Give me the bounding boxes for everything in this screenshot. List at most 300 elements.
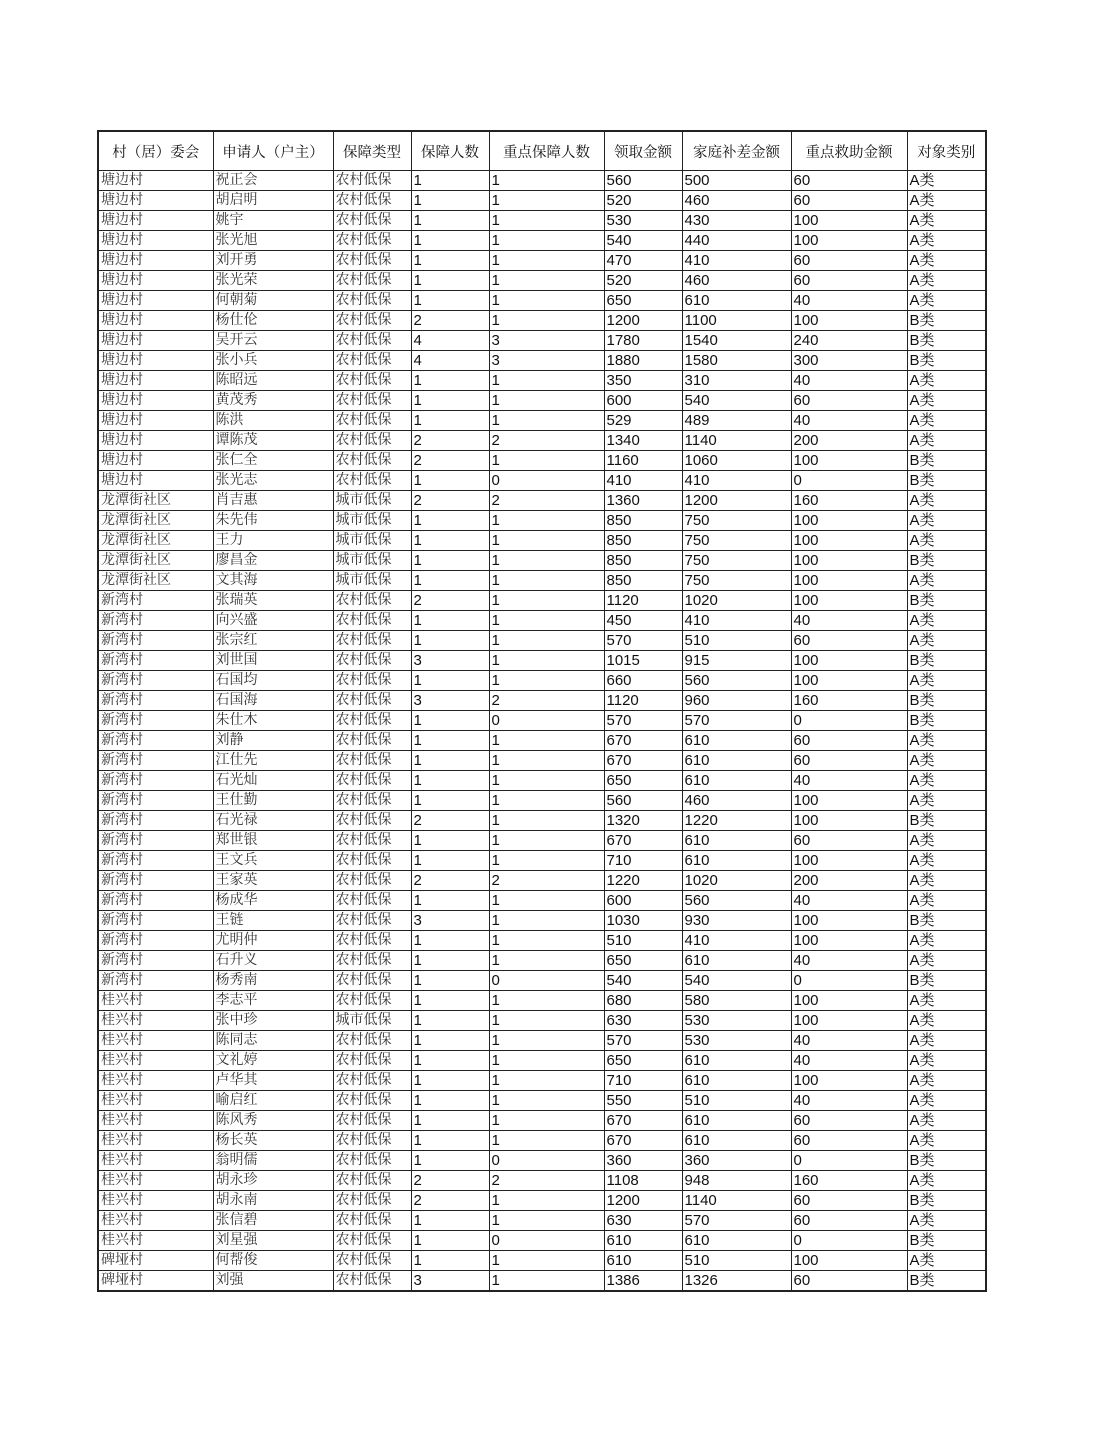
table-row [98,571,986,591]
table-row [98,351,986,371]
cell-category: A类 [907,951,986,971]
cell-family-subsidy: 560 [682,891,791,911]
cell-category: A类 [907,191,986,211]
cell-category: A类 [907,231,986,251]
cell-amount: 350 [604,371,682,391]
cell-village: 塘边村 [98,231,213,251]
cell-type: 农村低保 [333,371,411,391]
cell-family-subsidy: 570 [682,1211,791,1231]
cell-village: 塘边村 [98,351,213,371]
cell-applicant: 杨成华 [213,891,333,911]
table-row [98,391,986,411]
table-row [98,691,986,711]
cell-people: 1 [411,1251,489,1271]
cell-key-aid: 60 [791,1131,907,1151]
cell-key-people: 1 [489,931,604,951]
cell-type: 农村低保 [333,471,411,491]
cell-type: 农村低保 [333,331,411,351]
cell-family-subsidy: 430 [682,211,791,231]
cell-people: 1 [411,271,489,291]
cell-key-aid: 60 [791,1271,907,1292]
cell-key-aid: 100 [791,811,907,831]
table-row [98,591,986,611]
cell-amount: 520 [604,271,682,291]
cell-family-subsidy: 1326 [682,1271,791,1292]
cell-key-people: 3 [489,331,604,351]
cell-applicant: 陈风秀 [213,1111,333,1131]
cell-key-aid: 40 [791,951,907,971]
cell-key-aid: 60 [791,271,907,291]
cell-key-aid: 40 [791,1031,907,1051]
cell-type: 农村低保 [333,611,411,631]
cell-amount: 1200 [604,1191,682,1211]
cell-key-aid: 100 [791,531,907,551]
cell-applicant: 石国均 [213,671,333,691]
cell-applicant: 江仕先 [213,751,333,771]
cell-people: 1 [411,931,489,951]
cell-people: 1 [411,851,489,871]
cell-applicant: 王链 [213,911,333,931]
cell-category: A类 [907,371,986,391]
cell-type: 农村低保 [333,811,411,831]
cell-village: 新湾村 [98,771,213,791]
cell-village: 塘边村 [98,191,213,211]
cell-key-people: 1 [489,291,604,311]
cell-key-people: 1 [489,791,604,811]
cell-people: 1 [411,411,489,431]
cell-key-aid: 100 [791,1071,907,1091]
cell-amount: 1108 [604,1171,682,1191]
cell-people: 3 [411,651,489,671]
cell-key-people: 1 [489,631,604,651]
cell-key-aid: 100 [791,931,907,951]
cell-people: 1 [411,1131,489,1151]
cell-people: 3 [411,691,489,711]
cell-category: B类 [907,1271,986,1292]
cell-type: 农村低保 [333,1091,411,1111]
cell-key-people: 2 [489,431,604,451]
cell-amount: 570 [604,1031,682,1051]
header-row [98,131,986,171]
cell-family-subsidy: 610 [682,731,791,751]
cell-category: A类 [907,1011,986,1031]
cell-family-subsidy: 610 [682,831,791,851]
cell-village: 桂兴村 [98,1231,213,1251]
cell-key-aid: 40 [791,411,907,431]
cell-type: 农村低保 [333,1111,411,1131]
cell-village: 塘边村 [98,331,213,351]
cell-type: 农村低保 [333,1131,411,1151]
cell-amount: 660 [604,671,682,691]
cell-family-subsidy: 410 [682,471,791,491]
cell-key-people: 1 [489,831,604,851]
cell-amount: 570 [604,711,682,731]
cell-key-people: 1 [489,1011,604,1031]
cell-amount: 670 [604,731,682,751]
cell-amount: 510 [604,931,682,951]
cell-type: 农村低保 [333,591,411,611]
table-row [98,551,986,571]
cell-amount: 670 [604,831,682,851]
cell-family-subsidy: 1580 [682,351,791,371]
table-row [98,291,986,311]
cell-village: 桂兴村 [98,1171,213,1191]
cell-applicant: 石升义 [213,951,333,971]
cell-family-subsidy: 410 [682,611,791,631]
table-row [98,1191,986,1211]
cell-family-subsidy: 1020 [682,871,791,891]
cell-key-people: 1 [489,811,604,831]
cell-village: 塘边村 [98,211,213,231]
cell-family-subsidy: 1140 [682,1191,791,1211]
cell-category: A类 [907,251,986,271]
cell-village: 新湾村 [98,731,213,751]
cell-key-people: 1 [489,451,604,471]
cell-village: 新湾村 [98,831,213,851]
cell-key-people: 2 [489,1171,604,1191]
cell-village: 新湾村 [98,711,213,731]
cell-key-aid: 60 [791,391,907,411]
cell-key-people: 2 [489,691,604,711]
cell-category: A类 [907,431,986,451]
table-row [98,1091,986,1111]
cell-amount: 670 [604,751,682,771]
cell-people: 2 [411,311,489,331]
cell-amount: 850 [604,511,682,531]
cell-category: A类 [907,631,986,651]
cell-key-people: 1 [489,311,604,331]
cell-amount: 1120 [604,591,682,611]
table-row [98,331,986,351]
cell-type: 农村低保 [333,731,411,751]
cell-village: 龙潭街社区 [98,511,213,531]
cell-key-people: 1 [489,611,604,631]
cell-applicant: 张光旭 [213,231,333,251]
table-row [98,1131,986,1151]
cell-people: 1 [411,891,489,911]
cell-family-subsidy: 610 [682,851,791,871]
cell-amount: 1160 [604,451,682,471]
cell-key-people: 1 [489,511,604,531]
cell-people: 1 [411,551,489,571]
header-amount: 领取金额 [604,131,682,171]
cell-type: 城市低保 [333,531,411,551]
cell-people: 2 [411,491,489,511]
table-row [98,371,986,391]
cell-family-subsidy: 560 [682,671,791,691]
cell-village: 新湾村 [98,671,213,691]
cell-key-aid: 100 [791,791,907,811]
cell-category: B类 [907,1231,986,1251]
cell-applicant: 向兴盛 [213,611,333,631]
cell-amount: 610 [604,1251,682,1271]
header-category: 对象类别 [907,131,986,171]
cell-village: 新湾村 [98,791,213,811]
cell-amount: 360 [604,1151,682,1171]
cell-key-people: 1 [489,991,604,1011]
cell-key-people: 2 [489,871,604,891]
cell-people: 1 [411,251,489,271]
cell-applicant: 陈昭远 [213,371,333,391]
cell-village: 新湾村 [98,631,213,651]
cell-people: 1 [411,1151,489,1171]
table-row [98,671,986,691]
cell-family-subsidy: 540 [682,391,791,411]
cell-applicant: 文礼婷 [213,1051,333,1071]
cell-family-subsidy: 530 [682,1011,791,1031]
cell-applicant: 杨仕伦 [213,311,333,331]
cell-family-subsidy: 1540 [682,331,791,351]
cell-village: 新湾村 [98,951,213,971]
table-row [98,531,986,551]
cell-category: A类 [907,791,986,811]
cell-people: 1 [411,1231,489,1251]
table-row [98,1011,986,1031]
cell-amount: 630 [604,1011,682,1031]
cell-family-subsidy: 500 [682,171,791,191]
table-row [98,511,986,531]
cell-people: 1 [411,671,489,691]
cell-village: 新湾村 [98,591,213,611]
cell-category: A类 [907,511,986,531]
cell-family-subsidy: 1220 [682,811,791,831]
cell-applicant: 文其海 [213,571,333,591]
cell-key-people: 1 [489,651,604,671]
cell-applicant: 何帮俊 [213,1251,333,1271]
cell-key-aid: 0 [791,711,907,731]
cell-type: 农村低保 [333,451,411,471]
cell-applicant: 卢华其 [213,1071,333,1091]
cell-family-subsidy: 460 [682,271,791,291]
cell-key-people: 1 [489,751,604,771]
table-row [98,1231,986,1251]
cell-applicant: 石光灿 [213,771,333,791]
cell-amount: 540 [604,971,682,991]
cell-family-subsidy: 610 [682,1111,791,1131]
cell-category: A类 [907,531,986,551]
table-row [98,251,986,271]
cell-category: A类 [907,1031,986,1051]
cell-type: 农村低保 [333,1271,411,1292]
cell-key-aid: 160 [791,491,907,511]
cell-key-aid: 100 [791,911,907,931]
cell-key-people: 1 [489,271,604,291]
cell-type: 农村低保 [333,771,411,791]
cell-category: A类 [907,831,986,851]
cell-type: 农村低保 [333,1251,411,1271]
cell-category: A类 [907,931,986,951]
cell-people: 1 [411,231,489,251]
cell-type: 农村低保 [333,711,411,731]
cell-key-aid: 60 [791,1211,907,1231]
cell-village: 塘边村 [98,171,213,191]
cell-family-subsidy: 948 [682,1171,791,1191]
cell-village: 新湾村 [98,651,213,671]
cell-village: 龙潭街社区 [98,571,213,591]
cell-key-aid: 0 [791,1231,907,1251]
cell-family-subsidy: 610 [682,291,791,311]
cell-key-aid: 100 [791,591,907,611]
cell-key-aid: 0 [791,1151,907,1171]
cell-people: 1 [411,1071,489,1091]
cell-applicant: 谭陈茂 [213,431,333,451]
cell-amount: 650 [604,771,682,791]
cell-family-subsidy: 610 [682,1231,791,1251]
cell-people: 4 [411,331,489,351]
cell-amount: 650 [604,291,682,311]
cell-family-subsidy: 460 [682,191,791,211]
cell-applicant: 杨长英 [213,1131,333,1151]
cell-applicant: 吴开云 [213,331,333,351]
cell-family-subsidy: 510 [682,631,791,651]
table-row [98,791,986,811]
table-row [98,1251,986,1271]
header-type: 保障类型 [333,131,411,171]
cell-category: B类 [907,1151,986,1171]
cell-type: 农村低保 [333,671,411,691]
cell-category: B类 [907,1191,986,1211]
cell-key-aid: 200 [791,431,907,451]
cell-category: B类 [907,551,986,571]
cell-key-people: 1 [489,951,604,971]
cell-key-aid: 100 [791,851,907,871]
table-row [98,811,986,831]
cell-family-subsidy: 915 [682,651,791,671]
cell-amount: 410 [604,471,682,491]
cell-type: 农村低保 [333,291,411,311]
cell-key-aid: 100 [791,451,907,471]
cell-type: 农村低保 [333,751,411,771]
cell-category: A类 [907,771,986,791]
cell-category: A类 [907,1051,986,1071]
cell-type: 农村低保 [333,911,411,931]
cell-key-aid: 40 [791,291,907,311]
table-row [98,451,986,471]
cell-applicant: 胡启明 [213,191,333,211]
cell-applicant: 王家英 [213,871,333,891]
table-row [98,191,986,211]
cell-type: 城市低保 [333,1011,411,1031]
cell-key-people: 0 [489,1231,604,1251]
cell-applicant: 胡永珍 [213,1171,333,1191]
header-people: 保障人数 [411,131,489,171]
cell-amount: 650 [604,951,682,971]
table-row [98,971,986,991]
cell-village: 桂兴村 [98,1051,213,1071]
cell-category: A类 [907,1251,986,1271]
cell-key-people: 0 [489,471,604,491]
cell-type: 农村低保 [333,411,411,431]
cell-category: A类 [907,871,986,891]
cell-type: 农村低保 [333,311,411,331]
cell-people: 1 [411,1211,489,1231]
cell-amount: 1015 [604,651,682,671]
cell-family-subsidy: 489 [682,411,791,431]
cell-key-aid: 60 [791,751,907,771]
cell-applicant: 杨秀南 [213,971,333,991]
cell-applicant: 张光荣 [213,271,333,291]
cell-family-subsidy: 570 [682,711,791,731]
cell-type: 城市低保 [333,551,411,571]
cell-village: 塘边村 [98,251,213,271]
cell-people: 1 [411,371,489,391]
cell-people: 4 [411,351,489,371]
cell-people: 1 [411,611,489,631]
cell-village: 新湾村 [98,971,213,991]
cell-family-subsidy: 750 [682,511,791,531]
cell-applicant: 刘星强 [213,1231,333,1251]
cell-key-people: 1 [489,671,604,691]
table-row [98,1071,986,1091]
cell-amount: 1030 [604,911,682,931]
table-row [98,891,986,911]
cell-type: 农村低保 [333,391,411,411]
cell-village: 塘边村 [98,431,213,451]
cell-village: 桂兴村 [98,1071,213,1091]
cell-applicant: 喻启红 [213,1091,333,1111]
cell-type: 农村低保 [333,1031,411,1051]
cell-key-people: 1 [489,591,604,611]
cell-people: 1 [411,291,489,311]
cell-key-people: 2 [489,491,604,511]
cell-amount: 570 [604,631,682,651]
cell-family-subsidy: 410 [682,931,791,951]
cell-family-subsidy: 540 [682,971,791,991]
cell-village: 塘边村 [98,371,213,391]
cell-family-subsidy: 610 [682,951,791,971]
cell-type: 农村低保 [333,191,411,211]
cell-applicant: 肖吉惠 [213,491,333,511]
table-row [98,1211,986,1231]
cell-key-aid: 100 [791,551,907,571]
cell-key-aid: 60 [791,191,907,211]
cell-applicant: 陈洪 [213,411,333,431]
cell-people: 1 [411,791,489,811]
table-row [98,1151,986,1171]
cell-village: 新湾村 [98,751,213,771]
cell-category: A类 [907,671,986,691]
cell-applicant: 祝正会 [213,171,333,191]
cell-amount: 529 [604,411,682,431]
cell-amount: 600 [604,891,682,911]
cell-people: 2 [411,591,489,611]
cell-family-subsidy: 1140 [682,431,791,451]
cell-village: 新湾村 [98,811,213,831]
cell-family-subsidy: 510 [682,1091,791,1111]
cell-family-subsidy: 440 [682,231,791,251]
cell-people: 1 [411,211,489,231]
table-row [98,411,986,431]
cell-village: 塘边村 [98,471,213,491]
cell-key-aid: 60 [791,631,907,651]
cell-people: 1 [411,1011,489,1031]
cell-people: 2 [411,1191,489,1211]
cell-applicant: 石光禄 [213,811,333,831]
table-row [98,231,986,251]
cell-amount: 710 [604,851,682,871]
cell-type: 农村低保 [333,1151,411,1171]
cell-key-aid: 300 [791,351,907,371]
cell-key-aid: 60 [791,251,907,271]
cell-village: 塘边村 [98,411,213,431]
cell-category: A类 [907,211,986,231]
cell-key-people: 3 [489,351,604,371]
table-row [98,851,986,871]
cell-people: 1 [411,471,489,491]
table-row [98,771,986,791]
cell-type: 农村低保 [333,171,411,191]
header-village: 村（居）委会 [98,131,213,171]
